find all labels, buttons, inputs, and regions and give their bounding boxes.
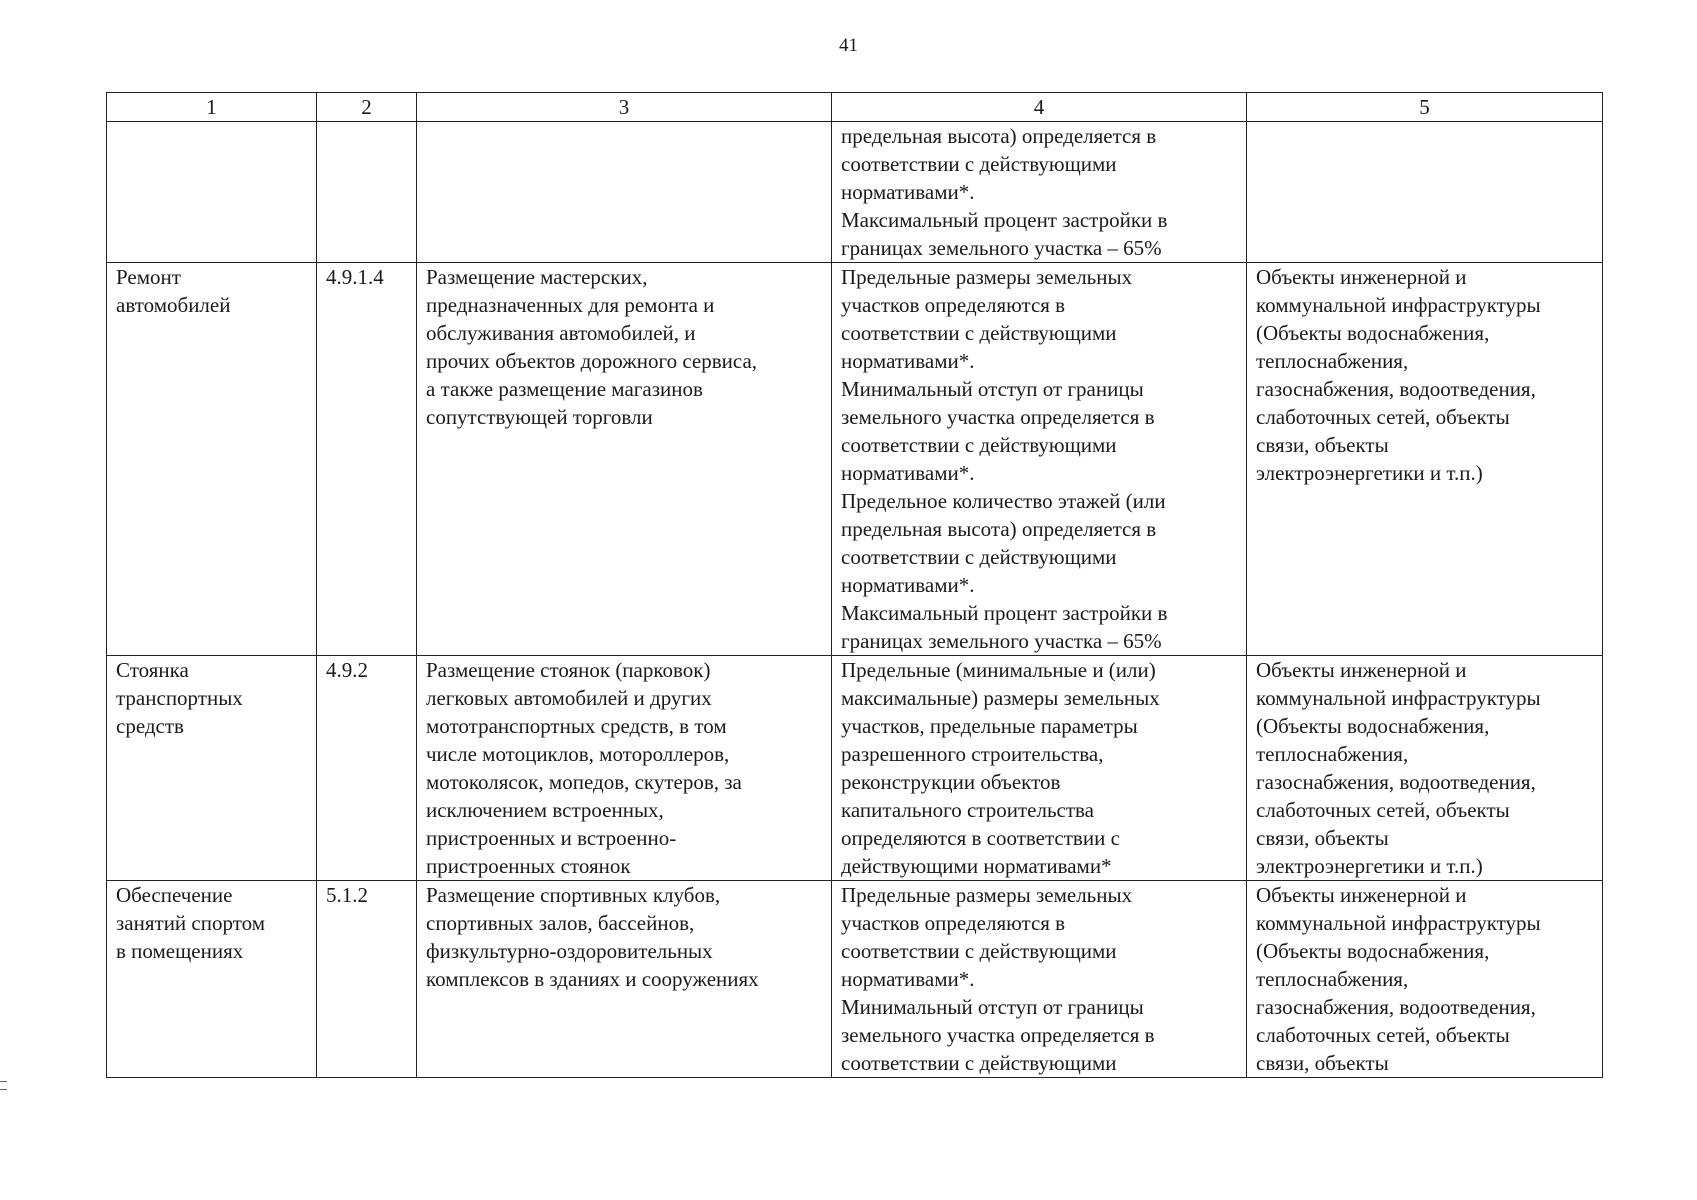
description-cell xyxy=(417,122,832,263)
code-cell xyxy=(317,656,417,881)
table-header xyxy=(107,93,1603,122)
cell-text-line: нормативами*. xyxy=(841,349,975,373)
cell-text-line: Стоянка xyxy=(116,658,189,682)
cell-text-line: (Объекты водоснабжения, xyxy=(1256,939,1490,963)
cell-text-line: Размещение мастерских, xyxy=(426,265,648,289)
code-cell xyxy=(317,881,417,1078)
cell-text-line: нормативами*. xyxy=(841,461,975,485)
cell-text-line: предельная высота) определяется в xyxy=(841,517,1157,541)
description-cell xyxy=(417,656,832,881)
cell-text-line: соответствии с действующими xyxy=(841,939,1117,963)
cell-text-line: Объекты инженерной и xyxy=(1256,265,1467,289)
description-cell xyxy=(417,263,832,656)
cell-text-line: Объекты инженерной и xyxy=(1256,883,1467,907)
cell-text-line: предельная высота) определяется в xyxy=(841,124,1157,148)
cell-text-line: коммунальной инфраструктуры xyxy=(1256,686,1541,710)
cell-text-line: границах земельного участка – 65% xyxy=(841,236,1162,260)
code-cell xyxy=(317,263,417,656)
cell-text-line: коммунальной инфраструктуры xyxy=(1256,293,1541,317)
cell-text-line: сопутствующей торговли xyxy=(426,405,653,429)
column-header-1: 1 xyxy=(107,93,317,122)
cell-text-line: а также размещение магазинов xyxy=(426,377,703,401)
auxiliary-objects-cell xyxy=(1247,122,1603,263)
cell-text-line: Предельное количество этажей (или xyxy=(841,489,1166,513)
cell-text-line: (Объекты водоснабжения, xyxy=(1256,714,1490,738)
cell-text-line: спортивных залов, бассейнов, xyxy=(426,911,695,935)
auxiliary-objects-cell xyxy=(1247,881,1603,1078)
cell-text-line: связи, объекты xyxy=(1256,826,1389,850)
column-header-3: 3 xyxy=(417,93,832,122)
cell-text-line: земельного участка определяется в xyxy=(841,1023,1155,1047)
cell-text-line: соответствии с действующими xyxy=(841,1051,1117,1075)
land-use-table xyxy=(106,92,1603,1078)
description-cell xyxy=(417,881,832,1078)
cell-text-line: обслуживания автомобилей, и xyxy=(426,321,696,345)
cell-text-line: 4.9.1.4 xyxy=(326,265,384,289)
cell-text-line: связи, объекты xyxy=(1256,433,1389,457)
cell-text-line: теплоснабжения, xyxy=(1256,967,1409,991)
cell-text-line: электроэнергетики и т.п.) xyxy=(1256,461,1483,485)
cell-text-line: Обеспечение xyxy=(116,883,233,907)
cell-text-line: пристроенных и встроенно- xyxy=(426,826,677,850)
cell-text-line: мототранспортных средств, в том xyxy=(426,714,727,738)
use-type-cell xyxy=(107,881,317,1078)
cell-text-line: Минимальный отступ от границы xyxy=(841,995,1144,1019)
table-row xyxy=(107,881,1603,1078)
cell-text-line: числе мотоциклов, мотороллеров, xyxy=(426,742,730,766)
column-header-2: 2 xyxy=(317,93,417,122)
cell-text-line: капитального строительства xyxy=(841,798,1094,822)
column-header-4: 4 xyxy=(832,93,1247,122)
cell-text-line: максимальные) размеры земельных xyxy=(841,686,1160,710)
cell-text-line: электроэнергетики и т.п.) xyxy=(1256,854,1483,878)
header-row xyxy=(107,93,1603,122)
cell-text-line: пристроенных стоянок xyxy=(426,854,631,878)
cell-text-line: Максимальный процент застройки в xyxy=(841,208,1168,232)
scan-edge-mark xyxy=(0,1081,7,1090)
cell-text-line: 5.1.2 xyxy=(326,883,368,907)
cell-text-line: теплоснабжения, xyxy=(1256,742,1409,766)
cell-text-line: соответствии с действующими xyxy=(841,152,1117,176)
land-use-table-container xyxy=(106,92,1602,1078)
parameters-cell xyxy=(832,122,1247,263)
cell-text-line: мотоколясок, мопедов, скутеров, за xyxy=(426,770,742,794)
cell-text-line: действующими нормативами* xyxy=(841,854,1112,878)
cell-text-line: физкультурно-оздоровительных xyxy=(426,939,713,963)
table-row xyxy=(107,263,1603,656)
cell-text-line: Максимальный процент застройки в xyxy=(841,601,1168,625)
cell-text-line: Ремонт xyxy=(116,265,181,289)
use-type-cell xyxy=(107,122,317,263)
code-cell xyxy=(317,122,417,263)
cell-text-line: нормативами*. xyxy=(841,573,975,597)
cell-text-line: связи, объекты xyxy=(1256,1051,1389,1075)
cell-text-line: нормативами*. xyxy=(841,967,975,991)
cell-text-line: земельного участка определяется в xyxy=(841,405,1155,429)
cell-text-line: Минимальный отступ от границы xyxy=(841,377,1144,401)
cell-text-line: средств xyxy=(116,714,184,738)
cell-text-line: Размещение стоянок (парковок) xyxy=(426,658,711,682)
cell-text-line: легковых автомобилей и других xyxy=(426,686,712,710)
auxiliary-objects-cell xyxy=(1247,656,1603,881)
use-type-cell xyxy=(107,263,317,656)
parameters-cell xyxy=(832,656,1247,881)
cell-text-line: исключением встроенных, xyxy=(426,798,664,822)
cell-text-line: автомобилей xyxy=(116,293,231,317)
page-number: 41 xyxy=(839,35,858,56)
cell-text-line: газоснабжения, водоотведения, xyxy=(1256,995,1536,1019)
cell-text-line: газоснабжения, водоотведения, xyxy=(1256,770,1536,794)
cell-text-line: границах земельного участка – 65% xyxy=(841,629,1162,653)
cell-text-line: определяются в соответствии с xyxy=(841,826,1120,850)
cell-text-line: коммунальной инфраструктуры xyxy=(1256,911,1541,935)
parameters-cell xyxy=(832,881,1247,1078)
cell-text-line: участков определяются в xyxy=(841,911,1066,935)
cell-text-line: участков, предельные параметры xyxy=(841,714,1138,738)
cell-text-line: слаботочных сетей, объекты xyxy=(1256,798,1510,822)
cell-text-line: соответствии с действующими xyxy=(841,433,1117,457)
cell-text-line: 4.9.2 xyxy=(326,658,368,682)
cell-text-line: слаботочных сетей, объекты xyxy=(1256,405,1510,429)
cell-text-line: реконструкции объектов xyxy=(841,770,1061,794)
cell-text-line: нормативами*. xyxy=(841,180,975,204)
cell-text-line: Размещение спортивных клубов, xyxy=(426,883,721,907)
cell-text-line: транспортных xyxy=(116,686,243,710)
cell-text-line: занятий спортом xyxy=(116,911,265,935)
cell-text-line: газоснабжения, водоотведения, xyxy=(1256,377,1536,401)
cell-text-line: соответствии с действующими xyxy=(841,321,1117,345)
cell-text-line: Предельные (минимальные и (или) xyxy=(841,658,1156,682)
cell-text-line: (Объекты водоснабжения, xyxy=(1256,321,1490,345)
cell-text-line: разрешенного строительства, xyxy=(841,742,1104,766)
use-type-cell xyxy=(107,656,317,881)
cell-text-line: в помещениях xyxy=(116,939,244,963)
cell-text-line: предназначенных для ремонта и xyxy=(426,293,715,317)
cell-text-line: Предельные размеры земельных xyxy=(841,265,1133,289)
auxiliary-objects-cell xyxy=(1247,263,1603,656)
cell-text-line: Предельные размеры земельных xyxy=(841,883,1133,907)
cell-text-line: Объекты инженерной и xyxy=(1256,658,1467,682)
table-row xyxy=(107,122,1603,263)
cell-text-line: соответствии с действующими xyxy=(841,545,1117,569)
cell-text-line: участков определяются в xyxy=(841,293,1066,317)
cell-text-line: теплоснабжения, xyxy=(1256,349,1409,373)
table-row xyxy=(107,656,1603,881)
cell-text-line: слаботочных сетей, объекты xyxy=(1256,1023,1510,1047)
cell-text-line: комплексов в зданиях и сооружениях xyxy=(426,967,759,991)
column-header-5: 5 xyxy=(1247,93,1603,122)
cell-text-line: прочих объектов дорожного сервиса, xyxy=(426,349,758,373)
table-body xyxy=(107,122,1603,1078)
parameters-cell xyxy=(832,263,1247,656)
